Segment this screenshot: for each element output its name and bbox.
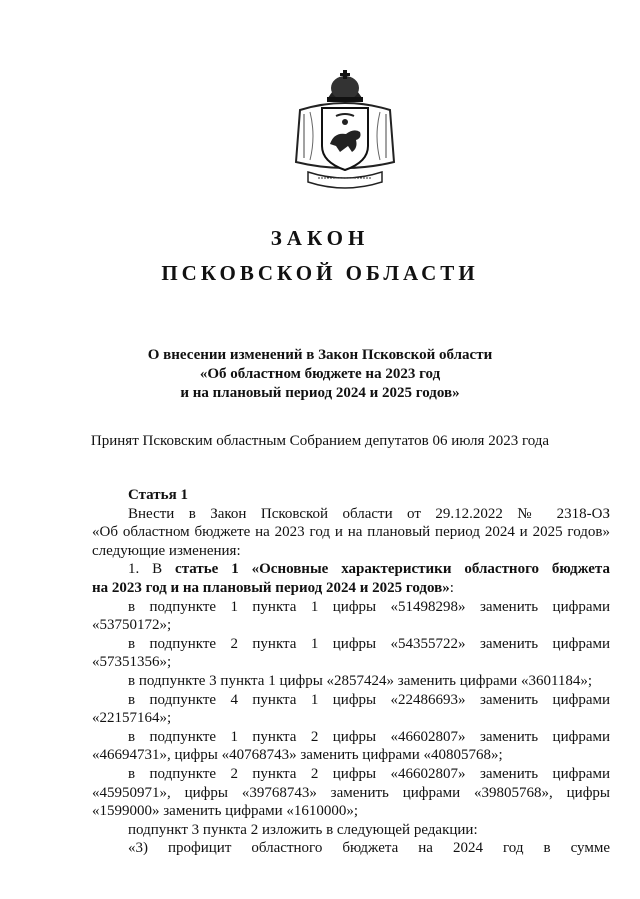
paragraph: Внести в Закон Псковской области от 29.12.2022 № 2318-ОЗ <box>128 505 610 522</box>
paragraph: в подпункте 2 пункта 1 цифры «54355722» заменить цифрами <box>128 635 610 652</box>
paragraph: следующие изменения: <box>92 542 241 559</box>
paragraph: «45950971», цифры «39768743» заменить цифрами «39805768», цифры <box>92 784 610 801</box>
paragraph: «53750172»; <box>92 617 172 634</box>
punctuation: : <box>449 579 454 596</box>
paragraph: подпункт 3 пункта 2 изложить в следующей редакции: <box>128 821 478 838</box>
paragraph <box>92 579 610 598</box>
paragraph <box>92 560 610 579</box>
subject-line: «Об областном бюджете на 2023 год <box>199 366 441 382</box>
paragraph: «Об областном бюджете на 2023 год и на плановый период 2024 и 2025 годов» <box>92 524 610 541</box>
law-subject <box>0 346 640 403</box>
subject-line: О внесении изменений в Закон Псковской области <box>147 347 493 363</box>
paragraph: «46694731», цифры «40768743» заменить цифрами «40805768»; <box>92 747 503 764</box>
paragraph: «3) профицит областного бюджета на 2024 год в сумме <box>128 840 610 857</box>
article-reference: статье 1 «Основные характеристики областного бюджета <box>175 561 610 578</box>
item-number: 1. В <box>128 561 176 578</box>
paragraph: в подпункте 2 пункта 2 цифры «46602807» заменить цифрами <box>128 765 610 782</box>
document-title: ЗАКОН <box>270 226 370 250</box>
paragraph: в подпункте 1 пункта 2 цифры «46602807» заменить цифрами <box>128 728 610 745</box>
paragraph: «1599000» заменить цифрами «1610000»; <box>92 803 359 820</box>
pskov-coat-of-arms-icon <box>290 66 400 196</box>
article-body <box>92 486 610 858</box>
paragraph: в подпункте 1 пункта 1 цифры «51498298» заменить цифрами <box>128 598 610 615</box>
article-reference: на 2023 год и на плановый период 2024 и 2025 годов» <box>92 579 450 596</box>
adoption-statement: Принят Псковским областным Собранием депутатов 06 июля 2023 года <box>90 433 550 449</box>
subject-line: и на плановый период 2024 и 2025 годов» <box>180 385 460 401</box>
paragraph: в подпункте 3 пункта 1 цифры «2857424» заменить цифрами «3601184»; <box>128 672 593 689</box>
paragraph: «57351356»; <box>92 654 172 671</box>
document-region: ПСКОВСКОЙ ОБЛАСТИ <box>161 261 479 285</box>
paragraph: «22157164»; <box>92 710 172 727</box>
paragraph: в подпункте 4 пункта 1 цифры «22486693» заменить цифрами <box>128 691 610 708</box>
article-heading: Статья 1 <box>128 487 188 503</box>
